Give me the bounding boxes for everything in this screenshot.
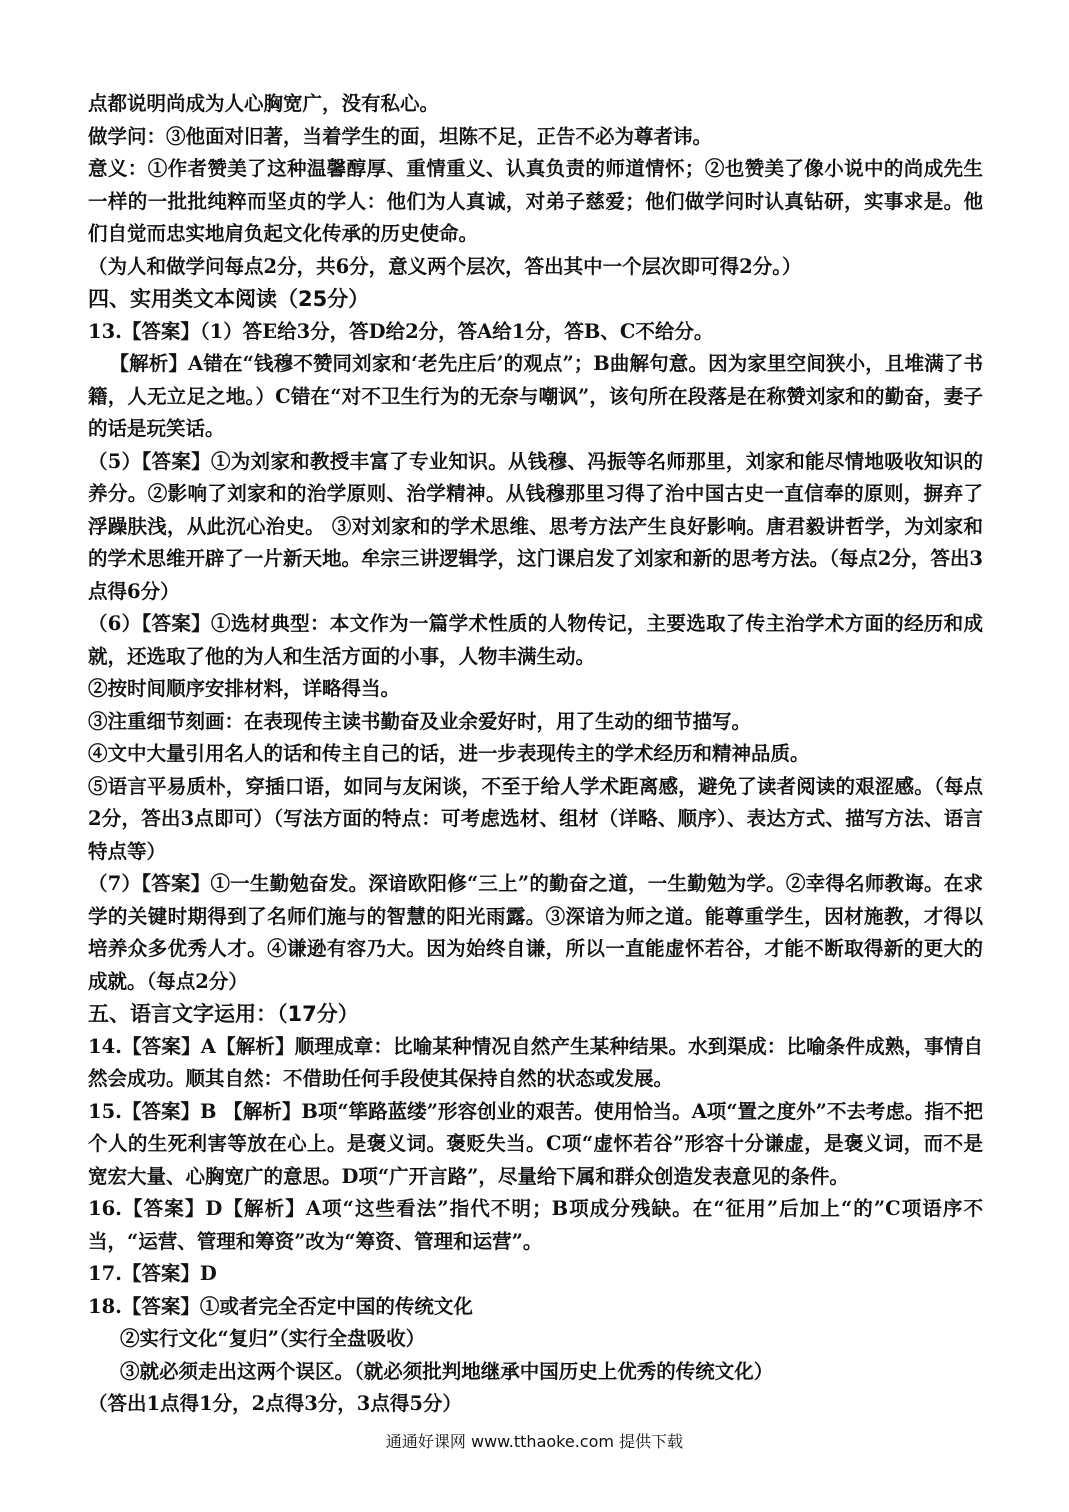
answer-5: （5）【答案】①为刘家和教授丰富了专业知识。从钱穆、冯振等名师那里，刘家和能尽情地吸收知识的养分。②影响了刘家和的治学原则、治学精神。从钱穆那里习得了治中国古史一直信奉的原则，摒弃了浮躁肤浅，从此沉心治史。 ③对刘家和的学术思维、思考方法产生良好影响。唐君毅讲哲学，为刘家和的学术思维开辟了一片新天地。牟宗三讲逻辑学，这门课启发了刘家和新的思考方法。（每点2分，答出3点得6分）: [88, 449, 983, 603]
answer-6-point-4: ④文中大量引用名人的话和传主自己的话，进一步表现传主的学术经历和精神品质。: [88, 742, 810, 765]
page-footer: 通通好课网 www.tthaoke.com 提供下载: [385, 1432, 684, 1451]
answer-18-point-2: ②实行文化“复归”（实行全盘吸收）: [120, 1327, 426, 1350]
answer-6-point-5: ⑤语言平易质朴，穿插口语，如同与友闲谈，不至于给人学术距离感，避免了读者阅读的艰涩感。（每点2分，答出3点即可）（写法方面的特点：可考虑选材、组材（详略、顺序）、表达方式、描写方法、语言特点等）: [88, 774, 983, 863]
section-heading-5: 五、语言文字运用：（17分）: [88, 1002, 359, 1026]
analysis-13: 【解析】A错在“钱穆不赞同刘家和‘老先庄后’的观点”；B曲解句意。因为家里空间狭小，且堆满了书籍，人无立足之地。）C错在“对不卫生行为的无奈与嘲讽”，该句所在段落是在称赞刘家和的勤奋，妻子的话是玩笑话。: [88, 352, 983, 440]
section-heading-4: 四、实用类文本阅读（25分）: [88, 287, 370, 311]
answer-7: （7）【答案】①一生勤勉奋发。深谙欧阳修“三上”的勤奋之道，一生勤勉为学。②幸得名师教诲。在求学的关键时期得到了名师们施与的智慧的阳光雨露。③深谙为师之道。能尊重学生，因材施教，才得以培养众多优秀人才。④谦逊有容乃大。因为始终自谦，所以一直能虚怀若谷，才能不断取得新的更大的成就。（每点2分）: [88, 872, 983, 993]
answer-6-point-2: ②按时间顺序安排材料，详略得当。: [88, 677, 401, 700]
answer-18-score: （答出1点得1分，2点得3分，3点得5分）: [88, 1392, 462, 1415]
answer-18-point-3: ③就必须走出这两个误区。（就必须批判地继承中国历史上优秀的传统文化）: [120, 1359, 774, 1383]
score-note: （为人和做学问每点2分，共6分，意义两个层次，答出其中一个层次即可得2分。）: [88, 254, 802, 278]
answer-6-point-3: ③注重细节刻画：在表现传主读书勤奋及业余爱好时，用了生动的细节描写。: [88, 709, 752, 733]
answer-16: 16.【答案】D【解析】A项“这些看法”指代不明；B项成分残缺。在“征用”后加上“的”C项语序不当，“运营、管理和筹资”改为“筹资、管理和运营”。: [88, 1197, 983, 1253]
answer-14: 14.【答案】A【解析】顺理成章：比喻某种情况自然产生某种结果。水到渠成：比喻条件成熟，事情自然会成功。顺其自然：不借助任何手段使其保持自然的状态或发展。: [88, 1034, 983, 1090]
answer-18: 18.【答案】①或者完全否定中国的传统文化: [88, 1294, 473, 1318]
answer-15: 15.【答案】B 【解析】B项“筚路蓝缕”形容创业的艰苦。使用恰当。A项“置之度外”不去考虑。指不把个人的生死利害等放在心上。是褒义词。褒贬失当。C项“虚怀若谷”形容十分谦虚，是褒义词，而不是宽宏大量、心胸宽广的意思。D项“广开言路”，尽量给下属和群众创造发表意见的条件。: [88, 1099, 983, 1188]
answer-13: 13.【答案】（1）答E给3分，答D给2分，答A给1分，答B、C不给分。: [88, 319, 714, 343]
text-line: 做学问：③他面对旧著，当着学生的面，坦陈不足，正告不必为尊者讳。: [88, 124, 713, 148]
answer-6: （6）【答案】①选材典型：本文作为一篇学术性质的人物传记，主要选取了传主治学术方面的经历和成就，还选取了他的为人和生活方面的小事，人物丰满生动。: [88, 612, 983, 668]
text-paragraph: 意义：①作者赞美了这种温馨醇厚、重情重义、认真负责的师道情怀；②也赞美了像小说中的尚成先生一样的一批批纯粹而坚贞的学人：他们为人真诚，对弟子慈爱；他们做学问时认真钻研，实事求是。他们自觉而忠实地肩负起文化传承的历史使命。: [88, 157, 983, 245]
text-line: 点都说明尚成为人心胸宽广，没有私心。: [88, 92, 440, 115]
answer-17: 17.【答案】D: [88, 1262, 217, 1285]
